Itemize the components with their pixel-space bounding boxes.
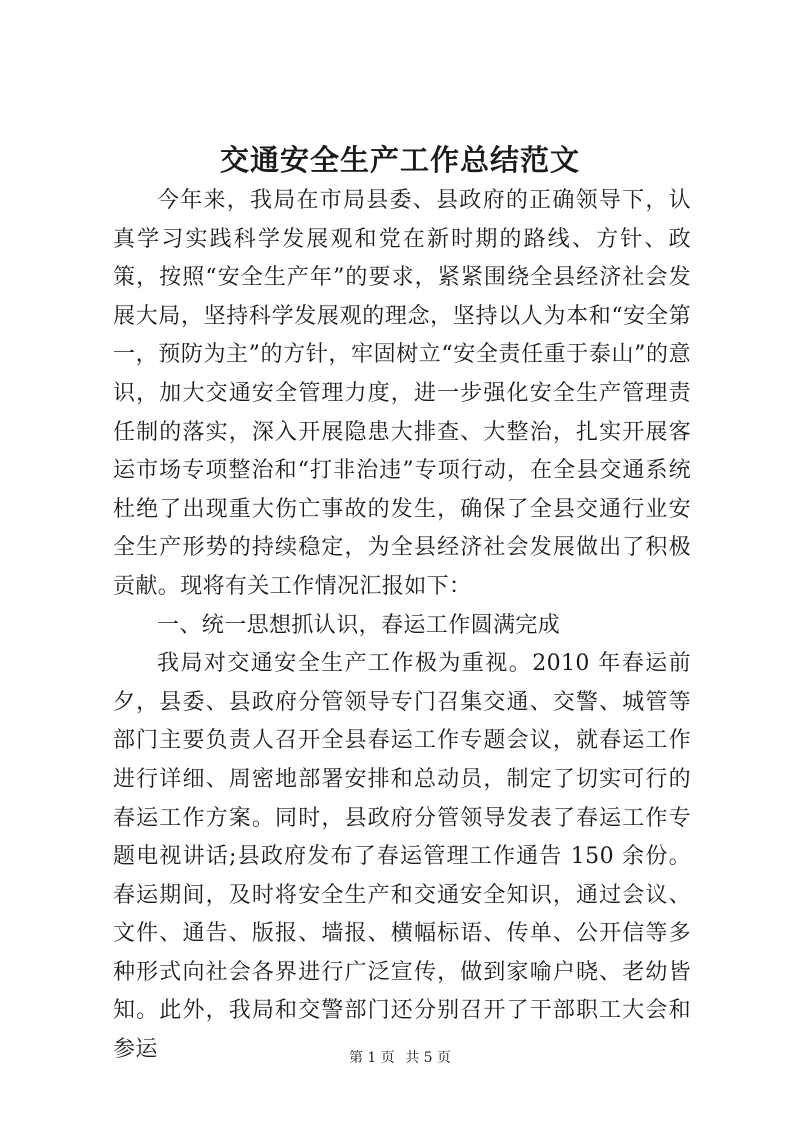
intro-paragraph: 今年来，我局在市局县委、县政府的正确领导下，认真学习实践科学发展观和党在新时期的路线、方针、政策，按照“安全生产年”的要求，紧紧围绕全县经济社会发展大局，坚持科学发展观的理念，坚持以人为本和“安全第一，预防为主”的方针，牢固树立“安全责任重于泰山”的意识，加大交通安全管理力度，进一步强化安全生产管理责任制的落实，深入开展隐患大排查、大整治，扎实开展客运市场专项整治和“打非治违”专项行动，在全县交通系统杜绝了出现重大伤亡事故的发生，确保了全县交通行业安全生产形势的持续稳定，为全县经济社会发展做出了积极贡献。现将有关工作情况汇报如下： bbox=[113, 188, 691, 599]
page-total: 共 5 页 bbox=[405, 1050, 452, 1066]
page-number: 第 1 页 bbox=[348, 1050, 395, 1066]
page-footer bbox=[0, 1048, 800, 1068]
document-body bbox=[113, 182, 691, 1070]
section-heading: 一、统一思想抓认识，春运工作圆满完成 bbox=[157, 612, 561, 638]
section-paragraph: 我局对交通安全生产工作极为重视。2010 年春运前夕，县委、县政府分管领导专门召集交通、交警、城管等部门主要负责人召开全县春运工作专题会议，就春运工作进行详细、周密地部署安排和总动员，制定了切实可行的春运工作方案。同时，县政府分管领导发表了春运工作专题电视讲话;县政府发布了春运管理工作通告 150 余份。春运期间，及时将安全生产和交通安全知识，通过会议、文件、通告、版报、墙报、横幅标语、传单、公开信等多种形式向社会各界进行广泛宣传，做到家喻户晓、老幼皆知。此外，我局和交警部门还分别召开了干部职工大会和参运 bbox=[113, 651, 691, 1063]
document-title: 交通安全生产工作总结范文 bbox=[219, 143, 580, 177]
